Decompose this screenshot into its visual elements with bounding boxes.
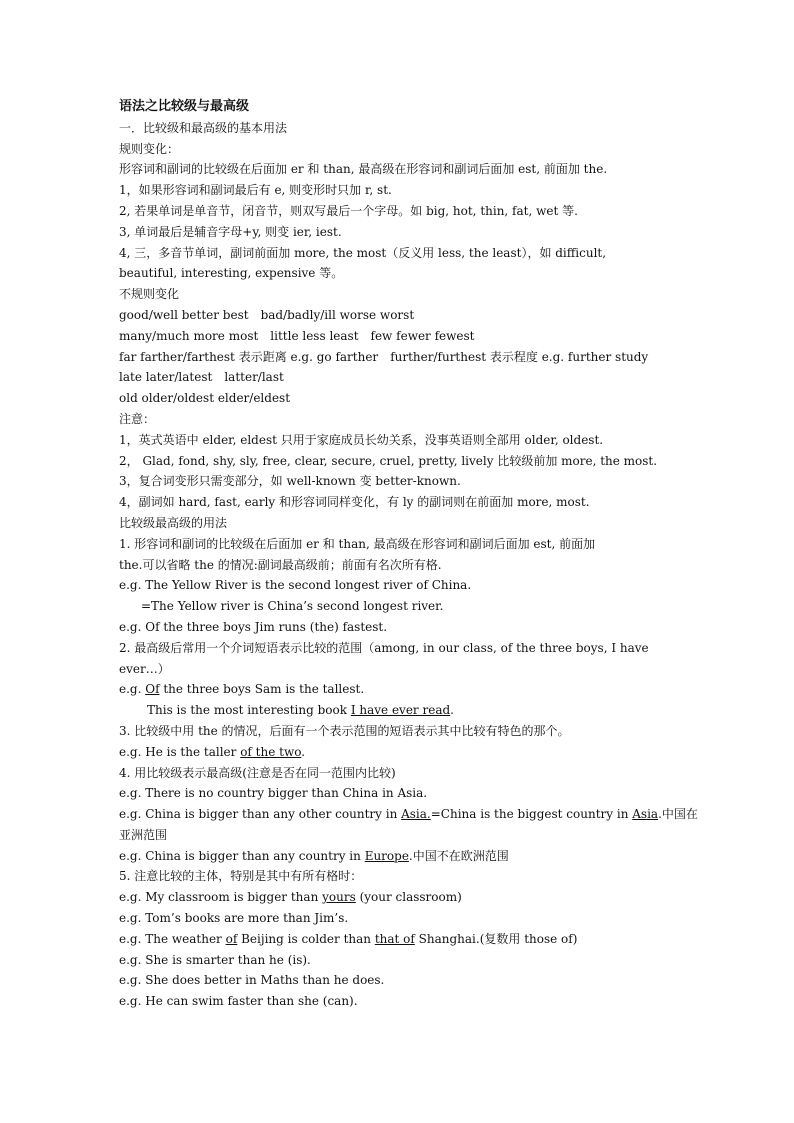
underlined-text: Europe xyxy=(364,848,409,863)
example: e.g. She does better in Maths than he does. xyxy=(119,973,385,988)
example xyxy=(119,929,676,950)
irregular-item: latter/last xyxy=(224,370,284,385)
example: e.g. Tom’s books are more than Jim’s. xyxy=(119,911,349,926)
example-text: =China is the biggest country in xyxy=(430,807,633,822)
underlined-text: of xyxy=(225,931,238,946)
example-text: e.g. My classroom is bigger than xyxy=(119,890,323,905)
example: e.g. He can swim faster than she (can). xyxy=(119,994,358,1009)
subheading-usage: 比较级最高级的用法 xyxy=(119,515,228,530)
rule-4-line-2: beautiful, interesting, expensive 等。 xyxy=(119,266,344,281)
document-title: 语法之比较级与最高级 xyxy=(119,99,250,114)
note-4: 4，副词如 hard, fast, early 和形容词同样变化，有 ly 的副词则在前面加 more, most. xyxy=(119,495,590,510)
note-3: 3，复合词变形只需变部分，如 well-known 变 better-known. xyxy=(119,474,461,489)
example xyxy=(119,700,676,721)
note-1: 1，英式英语中 elder, eldest 只用于家庭成员长幼关系，没事英语则全部用 older, oldest. xyxy=(119,432,604,447)
example-text: e.g. He is the taller xyxy=(119,744,241,759)
example-text: (your classroom) xyxy=(355,890,462,905)
irregular-item: many/much more most xyxy=(119,328,259,343)
example: =The Yellow river is China’s second longest river. xyxy=(141,599,444,614)
underlined-text: Of xyxy=(145,682,160,697)
usage-2-line-2: ever…） xyxy=(119,661,170,676)
rule-1: 1，如果形容词和副词最后有 e, 则变形时只加 r, st. xyxy=(119,183,392,198)
example: e.g. The Yellow River is the second longest river of China. xyxy=(119,578,472,593)
underlined-text: yours xyxy=(322,890,356,905)
example-text: This is the most interesting book xyxy=(147,703,351,718)
document-body xyxy=(119,97,698,1012)
usage-3: 3. 比较级中用 the 的情况，后面有一个表示范围的短语表示其中比较有特色的那个。 xyxy=(119,723,570,738)
irregular-item: few fewer fewest xyxy=(370,328,475,343)
example-text: .中国在 xyxy=(658,807,698,822)
underlined-text: I have ever read xyxy=(350,703,451,718)
example-text: e.g. China is bigger than any other country in xyxy=(119,807,402,822)
example xyxy=(119,887,676,908)
usage-2-line-1: 2. 最高级后常用一个介词短语表示比较的范围（among, in our class, of the three boys, I have xyxy=(119,640,649,655)
usage-1-line-1: 1. 形容词和副词的比较级在后面加 er 和 than, 最高级在形容词和副词后面加 est, 前面加 xyxy=(119,536,596,551)
regular-rule: 形容词和副词的比较级在后面加 er 和 than, 最高级在形容词和副词后面加 est, 前面加 the. xyxy=(119,162,608,177)
note-2: 2， Glad, fond, shy, sly, free, clear, secure, cruel, pretty, lively 比较级前加 more, the most. xyxy=(119,453,658,468)
irregular-item: good/well better best xyxy=(119,307,249,322)
rule-4-line-1: 4, 三，多音节单词，副词前面加 more, the most（反义用 less, the least），如 difficult, xyxy=(119,245,607,260)
example xyxy=(119,846,676,867)
example xyxy=(119,742,676,763)
example-text: Beijing is colder than xyxy=(237,931,375,946)
underlined-text: Asia xyxy=(632,807,659,822)
subheading-irregular: 不规则变化 xyxy=(119,287,180,302)
example: e.g. She is smarter than he (is). xyxy=(119,952,311,967)
underlined-text: of the two xyxy=(240,744,302,759)
example: e.g. Of the three boys Jim runs (the) fastest. xyxy=(119,619,388,634)
underlined-text: that of xyxy=(374,931,415,946)
example-text: Shanghai.(复数用 those of) xyxy=(414,931,578,946)
usage-5: 5. 注意比较的主体，特别是其中有所有格时： xyxy=(119,869,363,884)
example-text: e.g. xyxy=(119,682,146,697)
usage-1-line-2: the.可以省略 the 的情况:副词最高级前；前面有名次所有格. xyxy=(119,557,442,572)
irregular-item: far farther/farthest 表示距离 e.g. go farther xyxy=(119,349,379,364)
subheading-notes: 注意： xyxy=(119,411,156,426)
irregular-row-5: old older/oldest elder/eldest xyxy=(119,391,291,406)
example-text: .中国不在欧洲范围 xyxy=(408,848,509,863)
example xyxy=(119,804,698,825)
subheading-regular: 规则变化： xyxy=(119,141,180,156)
section-heading: 一．比较级和最高级的基本用法 xyxy=(119,120,288,135)
irregular-row-1 xyxy=(119,305,676,326)
irregular-row-4 xyxy=(119,367,676,388)
example-text: . xyxy=(301,744,306,759)
example-text: e.g. China is bigger than any country in xyxy=(119,848,365,863)
irregular-item: bad/badly/ill worse worst xyxy=(260,307,415,322)
example: e.g. There is no country bigger than China in Asia. xyxy=(119,786,428,801)
rule-2: 2, 若果单词是单音节，闭音节，则双写最后一个字母。如 big, hot, thin, fat, wet 等. xyxy=(119,203,578,218)
usage-4: 4. 用比较级表示最高级(注意是否在同一范围内比较) xyxy=(119,765,396,780)
irregular-item: little less least xyxy=(270,328,359,343)
example-text: . xyxy=(450,703,454,718)
irregular-item: further/furthest 表示程度 e.g. further study xyxy=(390,349,649,364)
example xyxy=(119,679,676,700)
irregular-row-2 xyxy=(119,326,676,347)
example-continued: 亚洲范围 xyxy=(119,827,168,842)
underlined-text: Asia. xyxy=(401,807,431,822)
rule-3: 3, 单词最后是辅音字母+y, 则变 ier, iest. xyxy=(119,224,342,239)
irregular-row-3 xyxy=(119,347,676,368)
example-text: e.g. The weather xyxy=(119,931,226,946)
example-text: the three boys Sam is the tallest. xyxy=(159,682,365,697)
irregular-item: late later/latest xyxy=(119,370,213,385)
